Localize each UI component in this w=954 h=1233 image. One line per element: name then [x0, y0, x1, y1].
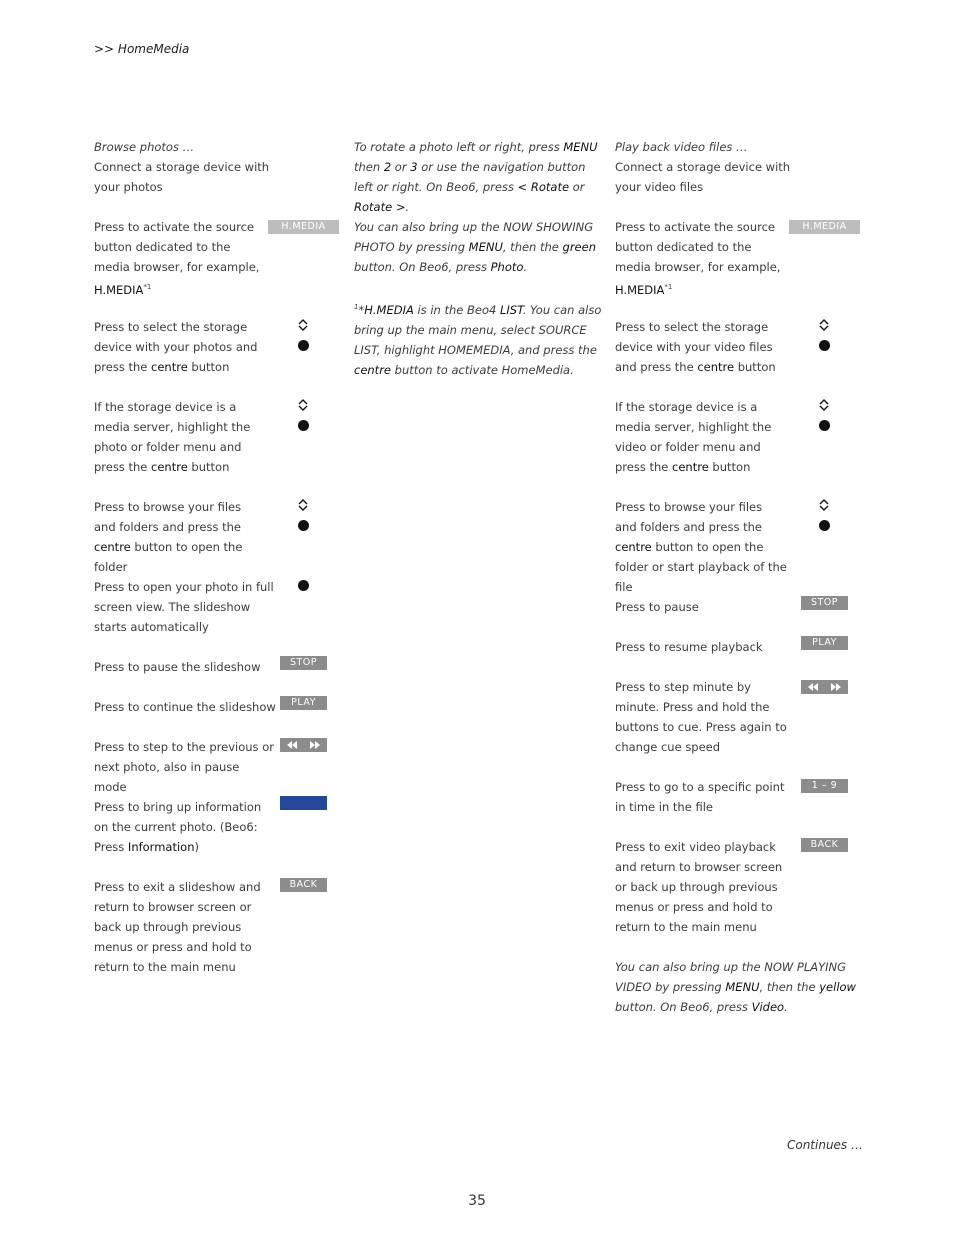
row-text: Press to step to the previous or next photo, also in pause mode: [94, 740, 274, 794]
note-text: , then the: [759, 980, 820, 994]
row-bold: H.MEDIA: [615, 282, 665, 297]
row-text: Press to step minute by minute. Press and hold the buttons to cue. Press again to change cue speed: [615, 680, 787, 754]
col1-row-7: [94, 697, 279, 717]
rewind-forward-icon: [801, 680, 848, 694]
note-text: or use the navigation button left or right. On Beo6, press: [354, 160, 586, 194]
col1-title: Browse photos …: [94, 140, 195, 154]
row-text: Press to browse your files and folders and press the: [615, 500, 763, 534]
row-bold: centre: [697, 360, 735, 374]
up-down-arrows-icon: [817, 498, 831, 512]
row-text: Press to select the storage device with your photos and press the: [94, 320, 258, 374]
row-bold: Information: [127, 840, 195, 854]
note-text: .: [405, 200, 410, 214]
note-bold: Photo: [490, 260, 524, 274]
row-bold: centre: [94, 540, 131, 554]
play-button: PLAY: [801, 636, 848, 650]
row-text: Press to open your photo in full screen view. The slideshow starts automatically: [94, 580, 274, 634]
col3-row-4: [615, 497, 787, 597]
note-bold: green: [562, 240, 596, 254]
row-text: Press to select the storage device with your video files and press the: [615, 320, 773, 374]
centre-button-icon: [819, 420, 830, 431]
col1-row-6: [94, 657, 274, 677]
up-down-arrows-icon: [817, 398, 831, 412]
footnote: [354, 297, 604, 380]
col3-row-7: [615, 677, 793, 757]
note-bold: Video: [751, 1000, 785, 1014]
note-text: button to activate HomeMedia.: [391, 362, 574, 377]
up-down-arrows-icon: [296, 318, 310, 332]
note-text: is in the Beo4: [413, 302, 500, 317]
note-bold: 3: [410, 160, 418, 174]
row-text: Press to resume playback: [615, 640, 763, 654]
row-text: Press to bring up information on the current photo. (Beo6: Press: [94, 800, 262, 854]
up-down-arrows-icon: [296, 498, 310, 512]
col3-heading: [615, 137, 795, 197]
note-bold: MENU: [563, 140, 598, 154]
row-text: Press to go to a specific point in time in the file: [615, 780, 785, 814]
note-text: You can also bring up the NOW SHOWING PHOTO by pressing: [354, 220, 594, 254]
row-bold: centre: [151, 360, 188, 374]
note-text: To rotate a photo left or right, press: [354, 140, 564, 154]
hmedia-button: H.MEDIA: [789, 220, 860, 234]
footnote-ref: *1: [143, 283, 152, 291]
col3-row-8: [615, 777, 795, 817]
footnote-ref: *1: [664, 283, 673, 291]
centre-button-icon: [298, 340, 309, 351]
note-text: , then the: [502, 240, 563, 254]
col3-row-9: [615, 837, 795, 937]
note-bold: 2: [383, 160, 392, 174]
breadcrumb: >> HomeMedia: [94, 42, 190, 56]
row-bold: centre: [672, 460, 709, 474]
up-down-arrows-icon: [296, 398, 310, 412]
rotate-note: [354, 137, 604, 217]
row-text: button to open the folder: [94, 540, 243, 574]
row-text: button: [734, 360, 776, 374]
col1-row-4: [94, 497, 266, 577]
row-bold: H.MEDIA: [94, 282, 144, 297]
row-text: ): [194, 840, 199, 854]
rewind-forward-icon: [280, 738, 327, 752]
col1-row-3: [94, 397, 266, 477]
centre-button-icon: [298, 420, 309, 431]
stop-button: STOP: [801, 596, 848, 610]
continues-label: Continues …: [786, 1138, 863, 1152]
col3-row-6: [615, 637, 795, 657]
col3-intro: Connect a storage device with your video files: [615, 160, 791, 194]
row-text: button: [187, 360, 230, 374]
note-text: *: [358, 302, 365, 317]
note-text: . You can also bring up the main menu, select SOURCE LIST, highlight HOMEMEDIA, and press the: [354, 302, 602, 357]
row-text: Press to exit a slideshow and return to browser screen or back up through previous menus or press and hold to return to the main menu: [94, 880, 261, 974]
row-text: button: [187, 460, 230, 474]
note-bold: MENU: [468, 240, 503, 254]
footnote-number: 1: [354, 303, 359, 311]
col1-row-5: [94, 577, 274, 637]
col1-heading: [94, 137, 274, 197]
col3-row-1: [615, 217, 787, 300]
col1-row-9: [94, 797, 266, 857]
col1-row-1: [94, 217, 266, 300]
centre-button-icon: [298, 580, 309, 591]
centre-button-icon: [298, 520, 309, 531]
stop-button: STOP: [280, 656, 327, 670]
row-bold: centre: [151, 460, 188, 474]
note-bold: H.MEDIA: [364, 302, 414, 317]
row-text: Press to pause: [615, 600, 699, 614]
blue-button: [280, 796, 327, 810]
now-showing-note: [354, 217, 604, 277]
note-text: button. On Beo6, press: [354, 260, 491, 274]
row-text: button to open the folder or start playback of the file: [615, 540, 787, 594]
note-text: or: [391, 160, 411, 174]
note-bold: Rotate >: [354, 200, 406, 214]
col3-row-3: [615, 397, 787, 477]
col1-row-2: [94, 317, 266, 377]
col1-row-10: [94, 877, 266, 977]
centre-button-icon: [819, 520, 830, 531]
row-text: Press to exit video playback and return to browser screen or back up through previous menus or press and hold to return to the main menu: [615, 840, 783, 934]
row-text: Press to browse your files and folders and press the: [94, 500, 242, 534]
row-bold: centre: [615, 540, 652, 554]
col3-row-2: [615, 317, 795, 377]
now-playing-note: [615, 957, 860, 1017]
centre-button-icon: [819, 340, 830, 351]
note-bold: yellow: [819, 980, 856, 994]
back-button: BACK: [801, 838, 848, 852]
hmedia-button: H.MEDIA: [268, 220, 339, 234]
page-number: 35: [468, 1193, 486, 1209]
note-bold: MENU: [725, 980, 760, 994]
up-down-arrows-icon: [817, 318, 831, 332]
note-text: then: [354, 160, 384, 174]
note-text: or: [569, 180, 585, 194]
number-keys-button: 1 – 9: [801, 779, 848, 793]
row-text: Press to continue the slideshow: [94, 700, 276, 714]
note-text: button. On Beo6, press: [615, 1000, 752, 1014]
note-bold: < Rotate: [517, 180, 570, 194]
row-text: If the storage device is a media server, highlight the photo or folder menu and press the: [94, 400, 251, 474]
col1-intro: Connect a storage device with your photos: [94, 160, 270, 194]
col3-title: Play back video files …: [615, 140, 748, 154]
note-bold: centre: [354, 362, 391, 377]
play-button: PLAY: [280, 696, 327, 710]
note-text: You can also bring up the NOW PLAYING VIDEO by pressing: [615, 960, 847, 994]
col1-row-8: [94, 737, 274, 797]
back-button: BACK: [280, 878, 327, 892]
note-bold: LIST: [499, 302, 523, 317]
row-text: button: [708, 460, 751, 474]
row-text: If the storage device is a media server, highlight the video or folder menu and press the: [615, 400, 772, 474]
row-text: Press to activate the source button dedicated to the media browser, for example,: [615, 220, 781, 274]
note-text: .: [523, 260, 528, 274]
row-text: Press to activate the source button dedicated to the media browser, for example,: [94, 220, 260, 274]
col3-row-5: [615, 597, 795, 617]
row-text: Press to pause the slideshow: [94, 660, 261, 674]
note-text: .: [784, 1000, 788, 1014]
